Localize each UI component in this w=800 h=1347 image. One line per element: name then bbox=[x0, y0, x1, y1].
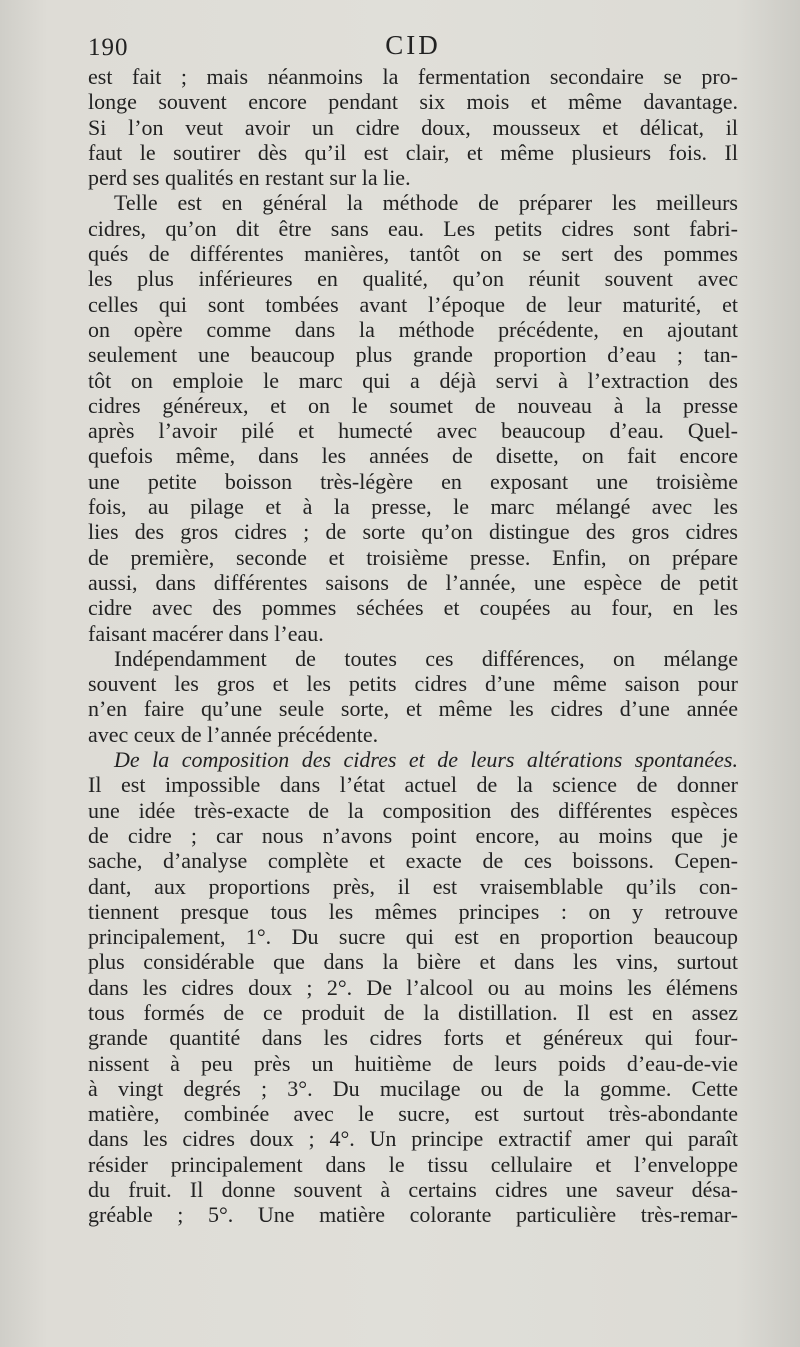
text-line: perd ses qualités en restant sur la lie. bbox=[88, 165, 411, 191]
text-line: résider principalement dans le tissu cellulaire et l’enveloppe bbox=[88, 1151, 738, 1177]
running-title: CID bbox=[385, 30, 441, 60]
text-line: seulement une beaucoup plus grande proportion d’eau ; tan- bbox=[88, 342, 738, 368]
text-line: dans les cidres doux ; 4°. Un principe extractif amer qui paraît bbox=[88, 1126, 738, 1152]
text-line: matière, combinée avec le sucre, est surtout très-abondante bbox=[88, 1101, 738, 1127]
text-line: tiennent presque tous les mêmes principes : on y retrouve bbox=[88, 898, 738, 924]
text-line: Il est impossible dans l’état actuel de la science de donner bbox=[88, 772, 738, 798]
text-line: lies des gros cidres ; de sorte qu’on distingue des gros cidres bbox=[88, 519, 738, 545]
text-line: grande quantité dans les cidres forts et généreux qui four- bbox=[88, 1025, 738, 1051]
text-line: les plus inférieures en qualité, qu’on réunit souvent avec bbox=[88, 266, 738, 292]
text-line: tôt on emploie le marc qui a déjà servi à l’extraction des bbox=[88, 367, 738, 393]
text-line: de première, seconde et troisième presse. Enfin, on prépare bbox=[88, 544, 738, 570]
text-line: à vingt degrés ; 3°. Du mucilage ou de la gomme. Cette bbox=[88, 1075, 738, 1101]
text-line: cidres généreux, et on le soumet de nouveau à la presse bbox=[88, 392, 738, 418]
text-line: dant, aux proportions près, il est vraisemblable qu’ils con- bbox=[88, 873, 738, 899]
text-line: après l’avoir pilé et humecté avec beaucoup d’eau. Quel- bbox=[88, 418, 738, 444]
text-line: Telle est en général la méthode de préparer les meilleurs bbox=[114, 190, 738, 216]
text-line: plus considérable que dans la bière et dans les vins, surtout bbox=[88, 949, 738, 975]
section-heading-line: De la composition des cidres et de leurs altérations spontanées. bbox=[114, 747, 738, 773]
text-line: celles qui sont tombées avant l’époque de leur maturité, et bbox=[88, 291, 738, 317]
text-line: une idée très-exacte de la composition des différentes espèces bbox=[88, 797, 738, 823]
text-line: longe souvent encore pendant six mois et même davantage. bbox=[88, 89, 738, 115]
text-line: souvent les gros et les petits cidres d’une même saison pour bbox=[88, 671, 738, 697]
text-line: nissent à peu près un huitième de leurs poids d’eau-de-vie bbox=[88, 1050, 738, 1076]
text-line: faut le soutirer dès qu’il est clair, et même plusieurs fois. Il bbox=[88, 139, 738, 165]
text-line: cidre avec des pommes séchées et coupées au four, en les bbox=[88, 595, 738, 621]
text-line: principalement, 1°. Du sucre qui est en proportion beaucoup bbox=[88, 924, 738, 950]
text-line: gréable ; 5°. Une matière colorante particulière très-remar- bbox=[88, 1202, 738, 1228]
text-line: faisant macérer dans l’eau. bbox=[88, 620, 324, 646]
text-line: cidres, qu’on dit être sans eau. Les petits cidres sont fabri- bbox=[88, 215, 738, 241]
text-line: fois, au pilage et à la presse, le marc mélangé avec les bbox=[88, 494, 738, 520]
text-line: de cidre ; car nous n’avons point encore, au moins que je bbox=[88, 822, 738, 848]
page-number: 190 bbox=[88, 34, 129, 61]
text-line: qués de différentes manières, tantôt on se sert des pommes bbox=[88, 241, 738, 267]
text-line: est fait ; mais néanmoins la fermentation secondaire se pro- bbox=[88, 64, 738, 89]
text-line: aussi, dans différentes saisons de l’année, une espèce de petit bbox=[88, 569, 738, 595]
text-line: Si l’on veut avoir un cidre doux, mousseux et délicat, il bbox=[88, 114, 738, 140]
text-line: sache, d’analyse complète et exacte de ces boissons. Cepen- bbox=[88, 848, 738, 874]
text-line: tous formés de ce produit de la distillation. Il est en assez bbox=[88, 999, 738, 1025]
text-line: on opère comme dans la méthode précédente, en ajoutant bbox=[88, 316, 738, 342]
text-line: du fruit. Il donne souvent à certains cidres une saveur désa- bbox=[88, 1177, 738, 1203]
body-text bbox=[88, 64, 738, 1228]
text-line: Indépendamment de toutes ces différences, on mélange bbox=[114, 645, 738, 671]
text-line: n’en faire qu’une seule sorte, et même les cidres d’une année bbox=[88, 696, 738, 722]
text-line: une petite boisson très-légère en exposant une troisième bbox=[88, 468, 738, 494]
text-line: quefois même, dans les années de disette, on fait encore bbox=[88, 443, 738, 469]
page-header bbox=[88, 28, 738, 64]
text-line: dans les cidres doux ; 2°. De l’alcool ou au moins les élémens bbox=[88, 974, 738, 1000]
text-line: avec ceux de l’année précédente. bbox=[88, 721, 379, 747]
